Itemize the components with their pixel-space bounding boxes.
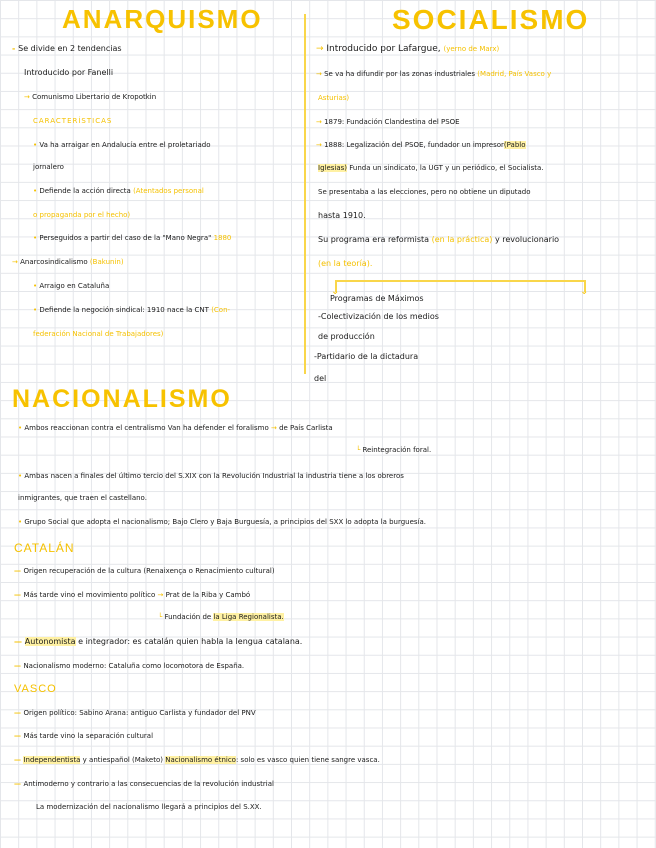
socialismo-line: → Se va ha difundir por las zonas industriales (Madrid, País Vasco y — [316, 70, 552, 78]
branch-line — [335, 280, 585, 282]
socialismo-line: -Colectivización de los medios — [318, 312, 439, 321]
catalan-line: — Nacionalismo moderno: Cataluña como locomotora de España. — [14, 662, 245, 670]
arrow-right-icon: → — [12, 258, 21, 266]
anarquismo-line: → Anarcosindicalismo (Bakunin) — [12, 258, 124, 266]
anarquismo-line: → Comunismo Libertario de Kropotkin — [24, 93, 157, 101]
socialismo-line: de producción — [318, 332, 375, 341]
anarquismo-line: • Va ha arraigar en Andalucía entre el proletariado — [33, 141, 211, 149]
vasco-line: — Independentista y antiespañol (Maketo) Nacionalismo étnico: solo es vasco quien tiene sangre vasca. — [14, 756, 380, 764]
vasco-line: La modernización del nacionalismo llegará a principios del S.XX. — [36, 803, 262, 811]
anarquismo-line: o propaganda por el hecho) — [33, 211, 131, 219]
anarquismo-line: jornalero — [33, 163, 64, 171]
socialismo-line: Su programa era reformista (en la práctica) y revolucionario — [318, 235, 560, 244]
arrow-right-icon: → — [316, 70, 325, 78]
arrow-right-icon: → — [316, 118, 325, 126]
socialismo-line: -Partidario de la dictadura — [314, 352, 419, 361]
arrow-down-icon: ⌄ — [580, 286, 589, 297]
nacionalismo-line: inmigrantes, que traen el castellano. — [18, 494, 147, 502]
socialismo-line: hasta 1910. — [318, 211, 366, 220]
socialismo-line: del — [314, 374, 327, 383]
anarquismo-line: federación Nacional de Trabajadores) — [33, 330, 164, 338]
vasco-line: — Más tarde vino la separación cultural — [14, 732, 154, 740]
socialismo-line: Asturias) — [318, 94, 350, 102]
catalan-heading: CATALÁN — [14, 541, 75, 555]
socialismo-line: → Introducido por Lafargue, (yerno de Marx) — [316, 44, 500, 54]
nacionalismo-title: NACIONALISMO — [12, 385, 232, 413]
socialismo-line: Se presentaba a las elecciones, pero no obtiene un diputado — [318, 188, 531, 196]
catalan-line: — Autonomista e integrador: es catalán quien habla la lengua catalana. — [14, 637, 303, 646]
socialismo-line: → 1888: Legalización del PSOE, fundador un impresor(Pablo — [316, 141, 526, 149]
catalan-line: — Origen recuperación de la cultura (Renaixença o Renacimiento cultural) — [14, 567, 275, 575]
arrow-right-icon: → — [316, 44, 327, 54]
anarquismo-line: - Se divide en 2 tendencias — [12, 44, 122, 53]
anarquismo-line: • Defiende la negoción sindical: 1910 nace la CNT (Con- — [33, 306, 231, 314]
socialismo-line: Programas de Máximos — [330, 294, 424, 303]
vasco-line: — Antimoderno y contrario a las consecuencias de la revolución industrial — [14, 780, 274, 788]
column-divider — [304, 14, 306, 374]
nacionalismo-line: • Grupo Social que adopta el nacionalismo; Bajo Clero y Baja Burguesía, a principios del SXX lo adopta la burguesía. — [18, 518, 427, 526]
arrow-down-icon: ⌄ — [331, 286, 340, 297]
socialismo-line: → 1879: Fundación Clandestina del PSOE — [316, 118, 460, 126]
anarquismo-title: ANARQUISMO — [62, 4, 263, 34]
nacionalismo-line: • Ambos reaccionan contra el centralismo Van ha defender el foralismo → de País Carlista — [18, 424, 333, 432]
nacionalismo-line: • Ambas nacen a finales del último tercio del S.XIX con la Revolución Industrial la industria tiene a los obreros — [18, 472, 404, 480]
anarquismo-line: • Perseguidos a partir del caso de la "Mano Negra" 1880 — [33, 234, 232, 242]
nacionalismo-line: └ Reintegración foral. — [356, 446, 432, 454]
arrow-right-icon: → — [24, 93, 33, 101]
vasco-line: — Origen político: Sabino Arana: antiguo Carlista y fundador del PNV — [14, 709, 256, 717]
catalan-line: └ Fundación de la Liga Regionalista. — [158, 613, 284, 621]
anarquismo-line: • Defiende la acción directa (Atentados personal — [33, 187, 204, 195]
catalan-line: — Más tarde vino el movimiento político → Prat de la Riba y Cambó — [14, 591, 251, 599]
socialismo-line: (en la teoría). — [318, 259, 373, 268]
socialismo-line: Iglesias) Funda un sindicato, la UGT y un periódico, el Socialista. — [318, 164, 544, 172]
vasco-heading: VASCO — [14, 683, 57, 695]
anarquismo-line: • Arraigo en Cataluña — [33, 282, 110, 290]
arrow-right-icon: → — [316, 141, 325, 149]
anarquismo-line: Introducido por Fanelli — [24, 68, 114, 77]
caracteristicas-heading: CARACTERÍSTICAS — [33, 117, 113, 125]
socialismo-title: SOCIALISMO — [392, 4, 590, 35]
